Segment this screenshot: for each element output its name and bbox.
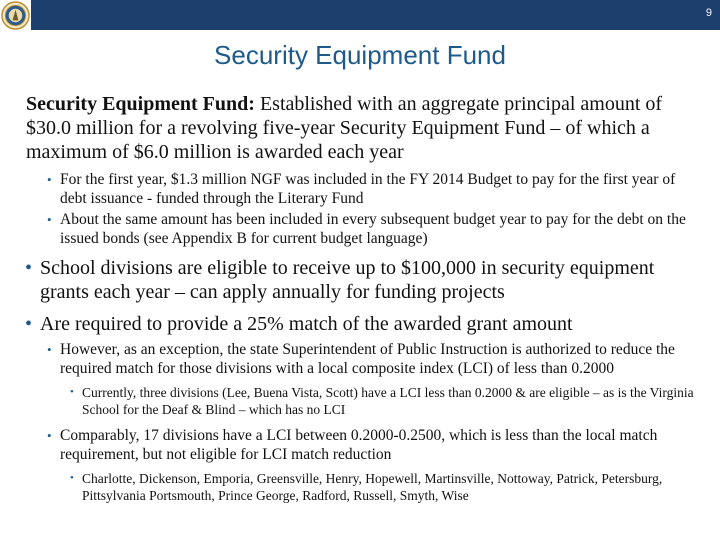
list-item: • For the first year, $1.3 million NGF was included in the FY 2014 Budget to pay for the first year of debt issuance - funded through the Literary Fund (47, 171, 676, 207)
main-list (24, 256, 704, 336)
lead-text: Established with an aggregate principal amount of $30.0 million for a revolving five-year Security Equipment Fund – of which a maximum of $6.0 million is awarded each year (26, 93, 663, 163)
page-number: 9 (705, 7, 712, 19)
bullet-icon: • (70, 472, 74, 484)
slide-title: Security Equipment Fund (214, 40, 506, 70)
bullet-icon: • (47, 172, 52, 187)
bullet-icon: • (47, 428, 52, 443)
bullet-icon: • (70, 386, 74, 398)
bullet-icon: • (47, 342, 52, 357)
list-item: • Charlotte, Dickenson, Emporia, Greensville, Henry, Hopewell, Martinsville, Nottoway, Patrick, Petersburg, Pittsylvania Portsmouth, Prince George, Radford, Russell, Smyth, Wise (70, 471, 663, 503)
list-item: • However, as an exception, the state Superintendent of Public Instruction is authorized to reduce the required match for those divisions with a local composite index (LCI) of less than 0.2000 (47, 341, 675, 377)
bullet-icon: • (47, 212, 52, 227)
list-item: • Are required to provide a 25% match of the awarded grant amount (25, 313, 573, 335)
state-seal-icon (1, 1, 30, 30)
list-item: • Currently, three divisions (Lee, Buena Vista, Scott) have a LCI less than 0.2000 & are eligible – as is the Virginia School for the Deaf & Blind – which has no LCI (70, 385, 694, 417)
lead-paragraph (26, 92, 704, 164)
match-sublist (24, 340, 704, 504)
header-bar (31, 0, 720, 30)
list-item: • About the same amount has been included in every subsequent budget year to pay for the debt on the issued bonds (see Appendix B for current budget language) (47, 211, 686, 247)
list-item: • School divisions are eligible to receive up to $100,000 in security equipment grants each year – can apply annually for funding projects (25, 257, 655, 303)
bullet-icon: • (25, 313, 33, 335)
lead-sublist (24, 170, 704, 248)
bullet-icon: • (25, 257, 33, 279)
list-item: • Comparably, 17 divisions have a LCI between 0.2000-0.2500, which is less than the local match requirement, but not eligible for LCI match reduction (47, 427, 658, 463)
slide-content (24, 92, 704, 512)
lead-heading: Security Equipment Fund: (26, 93, 255, 115)
